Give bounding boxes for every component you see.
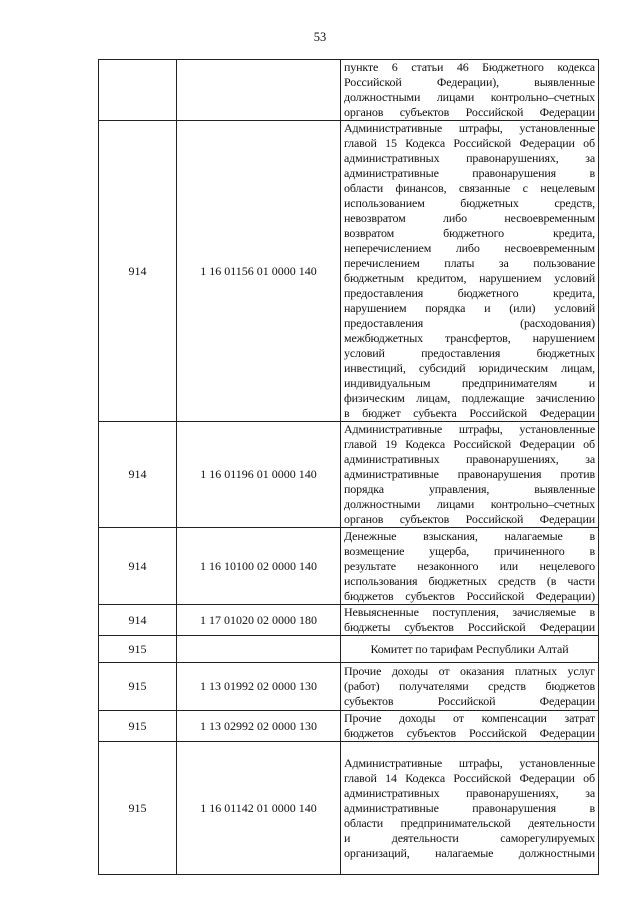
description-line: неперечислением либо несвоевременным [344,241,595,255]
description-line: Невыясненные поступления, зачисляемые в [344,605,595,619]
description-line: административных правонарушениях, за [344,785,595,800]
budget-code-cell: 1 17 01020 02 0000 180 [177,605,341,636]
description-line: и деятельности саморегулируемых [344,830,595,845]
budget-code-cell: 1 13 01992 02 0000 130 [177,663,341,711]
description-line: бюджетов субъектов Российской Федерации [344,726,595,740]
description-line: должностными лицами контрольно–счетных [344,497,595,511]
table-row [99,605,599,636]
budget-classification-table [98,59,599,875]
description-line: (работ) получателями средств бюджетов [344,679,595,693]
description-line: результате незаконного или нецелевого [344,558,595,573]
budget-code-cell: 1 16 01156 01 0000 140 [177,121,341,422]
description-cell [341,528,599,605]
description-cell [341,742,599,875]
description-line: организаций, налагаемые должностными [344,845,595,860]
description-line: межбюджетных трансфертов, нарушением [344,331,595,345]
description-line: возмещение ущерба, причиненного в [344,543,595,558]
description-line: главой 19 Кодекса Российской Федерации об [344,437,595,451]
description-line: предоставления бюджетного кредита, [344,286,595,300]
description-line: должностными лицами контрольно–счетных [344,90,595,104]
admin-code-cell: 915 [99,636,177,663]
table-row [99,636,599,663]
admin-code-cell: 914 [99,528,177,605]
description-line: бюджетов субъектов Российской Федерации) [344,588,595,603]
table-row [99,711,599,742]
description-line: инвестиций, субсидий юридическим лицам, [344,361,595,375]
description-line: бюджетным кредитом, нарушением условий [344,271,595,285]
description-line: Российской Федерации), выявленные [344,75,595,89]
table-row [99,663,599,711]
admin-code-cell [99,60,177,121]
table-row [99,121,599,422]
description-line: Комитет по тарифам Республики Алтай [370,641,569,656]
description-line: нарушением порядка и (или) условий [344,301,595,315]
description-line: в бюджет субъекта Российской Федерации [344,406,595,420]
description-line: административные правонарушения против [344,467,595,481]
description-line: Прочие доходы от компенсации затрат [344,711,595,725]
description-line: органов субъектов Российской Федерации [344,512,595,526]
description-line: административные правонарушения в [344,800,595,815]
table-body [99,60,599,875]
description-cell [341,422,599,528]
page-number: 53 [313,30,327,44]
admin-code-cell: 915 [99,711,177,742]
description-line: использования бюджетных средств (в части [344,573,595,588]
description-line: индивидуальным предпринимателям и [344,376,595,390]
table-row [99,422,599,528]
description-line: бюджеты субъектов Российской Федерации [344,620,595,634]
description-line: порядка управления, выявленные [344,482,595,496]
description-line: перечислением платы за пользование [344,256,595,270]
admin-code-cell: 914 [99,422,177,528]
description-cell [341,663,599,711]
description-line: физическим лицам, подлежащие зачислению [344,391,595,405]
description-line: пункте 6 статьи 46 Бюджетного кодекса [344,60,595,74]
admin-code-cell: 915 [99,663,177,711]
description-line: Административные штрафы, установленные [344,422,595,436]
description-cell [341,636,599,663]
description-line: условий предоставления бюджетных [344,346,595,360]
admin-code-cell: 915 [99,742,177,875]
description-line: Административные штрафы, установленные [344,755,595,770]
budget-code-cell: 1 16 10100 02 0000 140 [177,528,341,605]
budget-code-cell [177,636,341,663]
admin-code-cell: 914 [99,121,177,422]
description-line: невозвратом либо несвоевременным [344,211,595,225]
description-line: административных правонарушениях, за [344,452,595,466]
table-row [99,528,599,605]
description-line: области финансов, связанные с нецелевым [344,181,595,195]
budget-code-cell [177,60,341,121]
description-line: органов субъектов Российской Федерации [344,105,595,119]
description-cell [341,605,599,636]
description-line: административные правонарушения в [344,166,595,180]
description-line: возвратом бюджетного кредита, [344,226,595,240]
description-line: административных правонарушениях, за [344,151,595,165]
description-cell [341,711,599,742]
description-line: Денежные взыскания, налагаемые в [344,528,595,543]
description-line: предоставления (расходования) [344,316,595,330]
description-line: использованием бюджетных средств, [344,196,595,210]
admin-code-cell: 914 [99,605,177,636]
description-line: Прочие доходы от оказания платных услуг [344,664,595,678]
description-line: главой 14 Кодекса Российской Федерации об [344,770,595,785]
description-line: области предпринимательской деятельности [344,815,595,830]
budget-code-cell: 1 16 01142 01 0000 140 [177,742,341,875]
description-cell [341,121,599,422]
description-line: Административные штрафы, установленные [344,121,595,135]
description-cell [341,60,599,121]
description-line: субъектов Российской Федерации [344,694,595,708]
table-row [99,60,599,121]
budget-code-cell: 1 16 01196 01 0000 140 [177,422,341,528]
table-row [99,742,599,875]
description-line: главой 15 Кодекса Российской Федерации об [344,136,595,150]
budget-code-cell: 1 13 02992 02 0000 130 [177,711,341,742]
